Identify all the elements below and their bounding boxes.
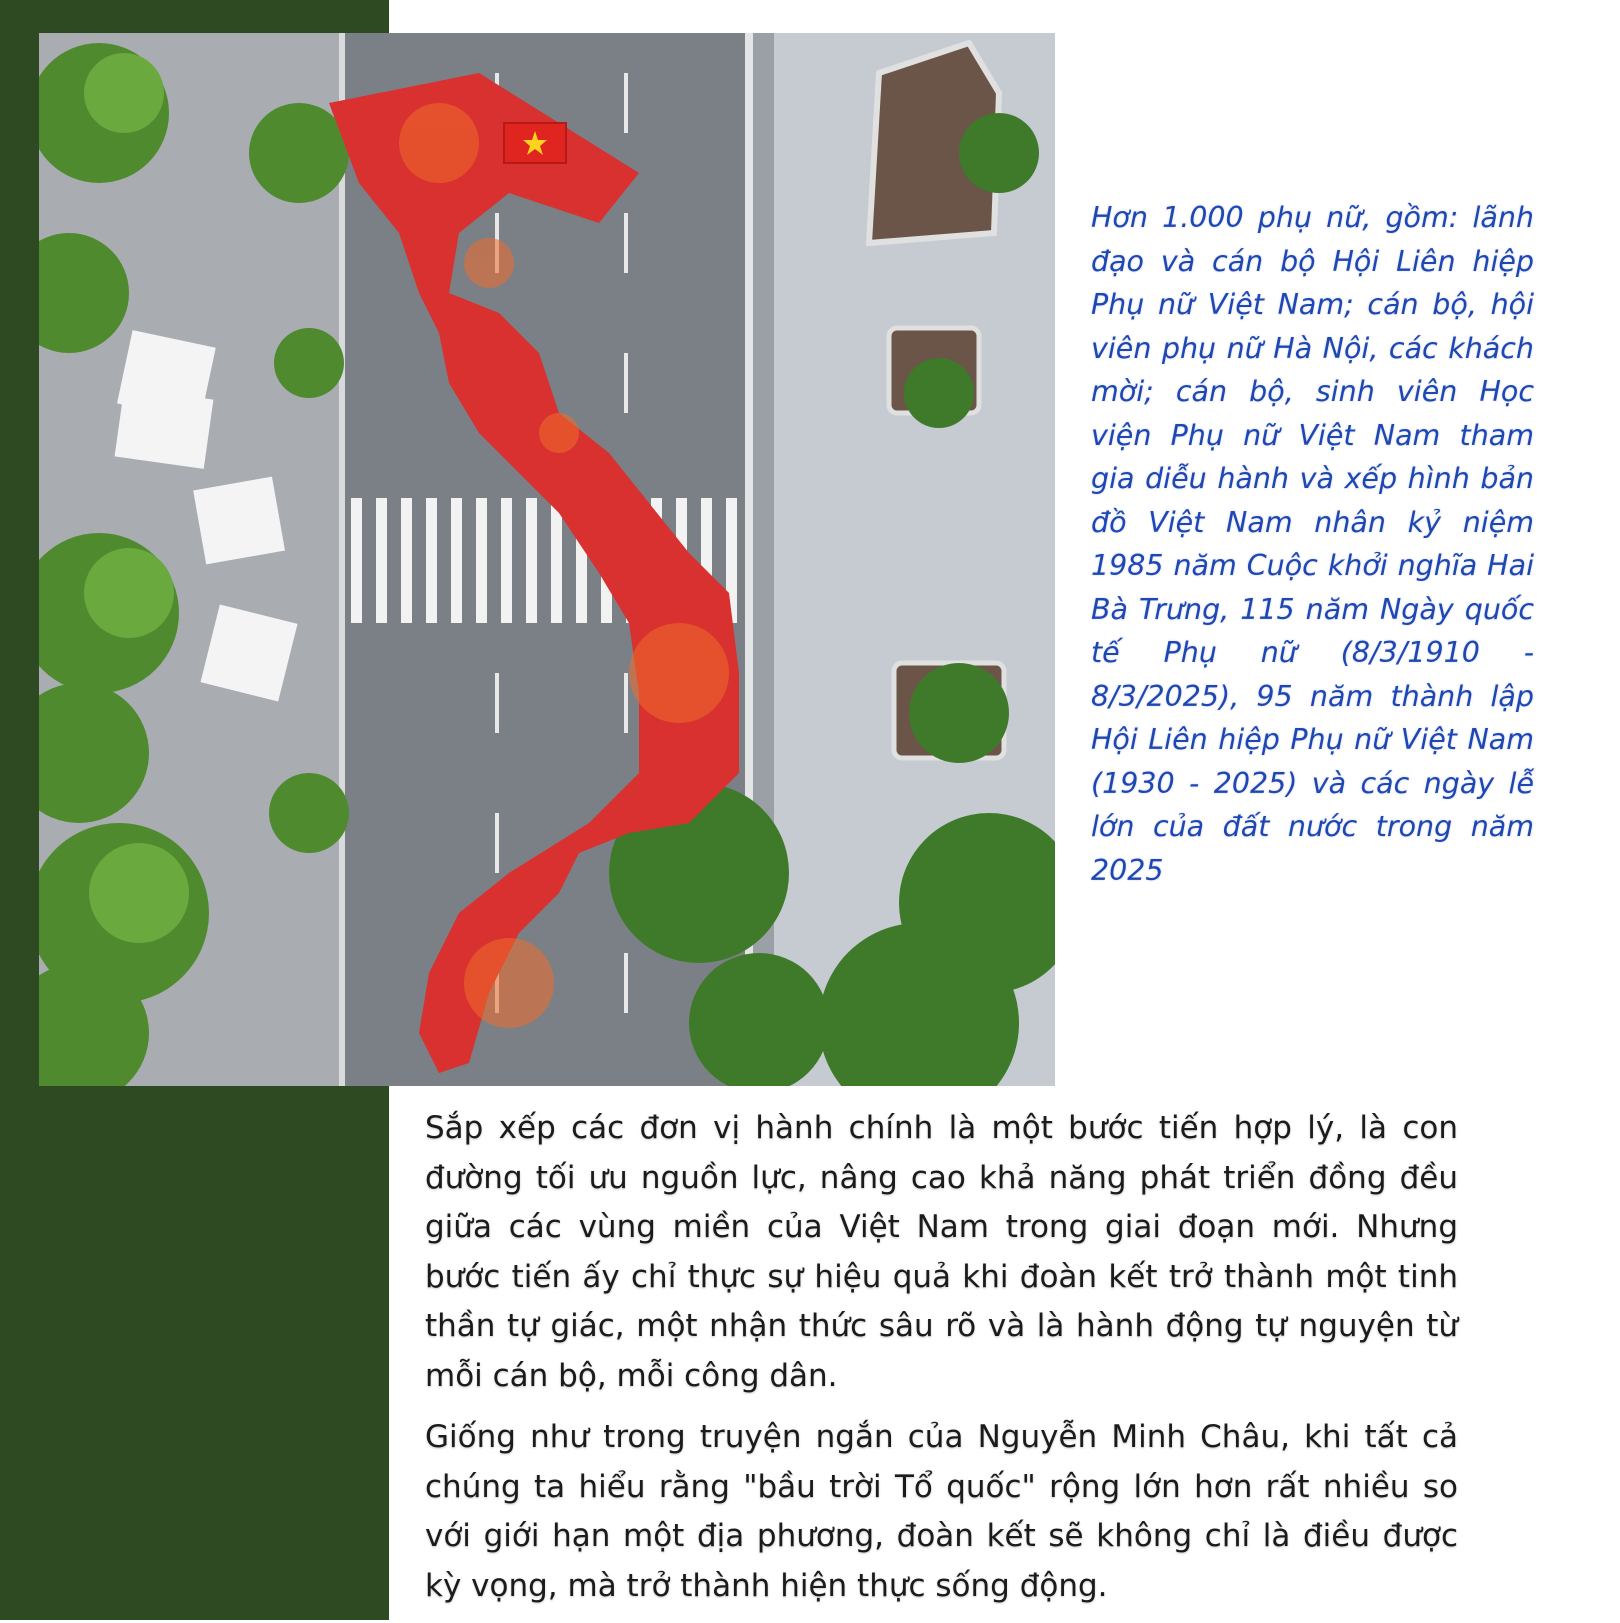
aerial-photo xyxy=(39,33,1055,1086)
paragraph: Giống như trong truyện ngắn của Nguyễn Minh Châu, khi tất cả chúng ta hiểu rằng "bầu trời Tổ quốc" rộng lớn hơn rất nhiều so với giới hạn một địa phương, đoàn kết sẽ không chỉ là điều được kỳ vọng, mà trở thành hiện thực sống động. xyxy=(425,1419,1458,1604)
aerial-photo-image xyxy=(39,33,1055,1086)
photo-caption: Hơn 1.000 phụ nữ, gồm: lãnh đạo và cán bộ Hội Liên hiệp Phụ nữ Việt Nam; cán bộ, hội viên phụ nữ Hà Nội, các khách mời; cán bộ, sinh viên Học viện Phụ nữ Việt Nam tham gia diễu hành và xếp hình bản đồ Việt Nam nhân kỷ niệm 1985 năm Cuộc khởi nghĩa Hai Bà Trưng, 115 năm Ngày quốc tế Phụ nữ (8/3/1910 - 8/3/2025), 95 năm thành lập Hội Liên hiệp Phụ nữ Việt Nam (1930 - 2025) và các ngày lễ lớn của đất nước trong năm 2025 xyxy=(1091,201,1534,887)
article-body xyxy=(425,1104,1458,1623)
paragraph: Sắp xếp các đơn vị hành chính là một bước tiến hợp lý, là con đường tối ưu nguồn lực, nâng cao khả năng phát triển đồng đều giữa các vùng miền của Việt Nam trong giai đoạn mới. Nhưng bước tiến ấy chỉ thực sự hiệu quả khi đoàn kết trở thành một tinh thần tự giác, một nhận thức sâu rõ và là hành động tự nguyện từ mỗi cán bộ, mỗi công dân. xyxy=(425,1110,1458,1394)
